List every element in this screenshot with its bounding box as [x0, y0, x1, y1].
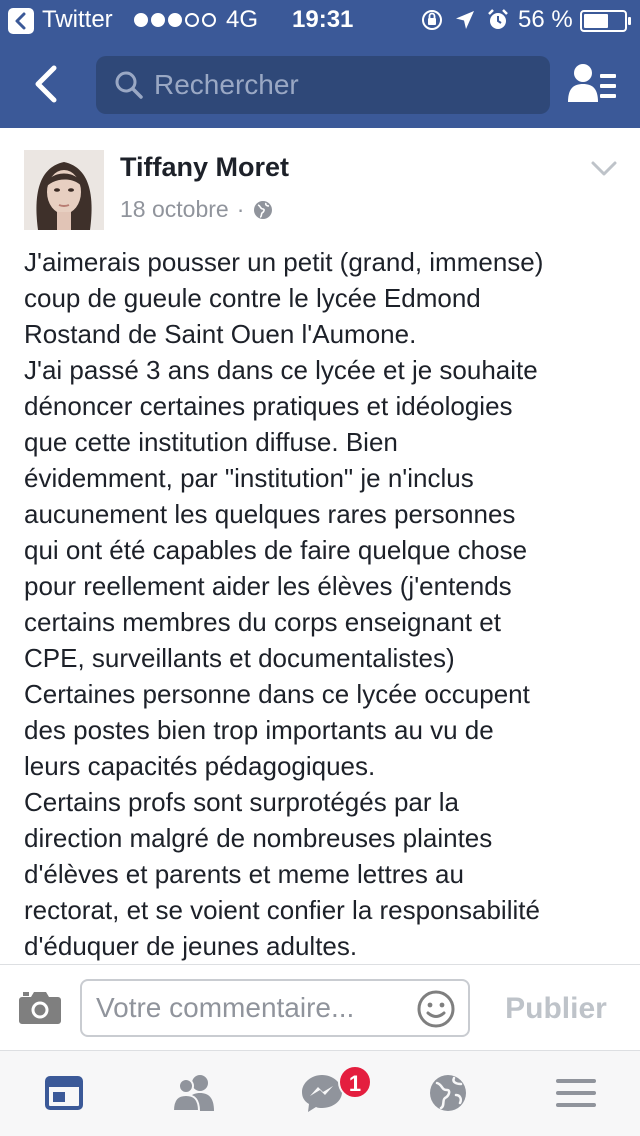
comment-field[interactable] — [80, 979, 470, 1037]
news-feed-icon — [44, 1073, 84, 1113]
back-arrow-icon[interactable] — [28, 62, 68, 106]
avatar[interactable] — [24, 150, 104, 230]
post-line: d'élèves et parents et meme lettres au — [24, 859, 464, 889]
top-bar — [0, 0, 640, 128]
status-bar — [0, 0, 640, 40]
post-meta — [120, 196, 274, 223]
post-line: Certains profs sont surprotégés par la — [24, 787, 459, 817]
post-line: J'ai passé 3 ans dans ce lycée et je souhaite — [24, 355, 538, 385]
comment-bar — [0, 964, 640, 1050]
alarm-icon — [486, 8, 510, 32]
post-line: direction malgré de nombreuses plaintes — [24, 823, 493, 853]
friend-list-icon[interactable] — [566, 62, 618, 106]
battery-percentage: 56 % — [518, 6, 573, 33]
post-line: certains membres du corps enseignant et — [24, 607, 501, 637]
location-arrow-icon — [454, 9, 476, 31]
meta-separator: · — [236, 196, 245, 222]
post-line: CPE, surveillants et documentalistes) — [24, 643, 455, 673]
chevron-down-icon[interactable] — [590, 160, 618, 178]
post-line: d'éduquer de jeunes adultes. — [24, 931, 358, 961]
search-icon — [114, 70, 144, 100]
post — [0, 128, 640, 964]
post-line: dénoncer certaines pratiques et idéologies — [24, 391, 513, 421]
post-line: coup de gueule contre le lycée Edmond — [24, 283, 481, 313]
post-line: des postes bien trop importants au vu de — [24, 715, 494, 745]
post-line: que cette institution diffuse. Bien — [24, 427, 398, 457]
public-globe-icon — [252, 199, 274, 221]
rotation-lock-icon — [420, 8, 444, 32]
comment-input[interactable] — [96, 981, 406, 1035]
tab-more[interactable] — [512, 1051, 640, 1136]
post-line: Rostand de Saint Ouen l'Aumone. — [24, 319, 417, 349]
post-line: J'aimerais pousser un petit (grand, immense) — [24, 247, 544, 277]
post-date[interactable]: 18 octobre — [120, 196, 229, 222]
battery-icon — [580, 10, 632, 32]
post-line: aucunement les quelques rares personnes — [24, 499, 516, 529]
emoji-icon[interactable] — [416, 989, 456, 1029]
search-input[interactable] — [154, 56, 534, 114]
post-line: rectorat, et se voient confier la responsabilité — [24, 895, 540, 925]
back-to-app-icon[interactable] — [8, 8, 34, 34]
tab-friend-requests[interactable] — [128, 1051, 256, 1136]
publish-button[interactable]: Publier — [486, 987, 626, 1031]
post-line: leurs capacités pédagogiques. — [24, 751, 376, 781]
camera-icon[interactable] — [18, 989, 62, 1025]
post-author[interactable]: Tiffany Moret — [120, 152, 290, 182]
post-line: Certaines personne dans ce lycée occupent — [24, 679, 530, 709]
status-icons — [420, 8, 510, 32]
friends-icon — [172, 1073, 216, 1113]
tab-news-feed[interactable] — [0, 1051, 128, 1136]
signal-strength-icon — [134, 13, 216, 27]
messenger-badge: 1 — [338, 1065, 372, 1099]
post-line: qui ont été capables de faire quelque chose — [24, 535, 528, 565]
bottom-tab-bar — [0, 1050, 640, 1136]
search-bar[interactable] — [96, 56, 550, 114]
status-time: 19:31 — [292, 6, 354, 33]
back-to-app-label[interactable]: Twitter — [42, 6, 113, 33]
post-line: évidemment, par "institution" je n'inclus — [24, 463, 474, 493]
menu-icon — [556, 1073, 596, 1113]
post-body — [24, 244, 624, 964]
globe-icon — [428, 1073, 468, 1113]
tab-notifications[interactable] — [384, 1051, 512, 1136]
network-type: 4G — [226, 6, 259, 33]
post-line: pour reellement aider les élèves (j'entends — [24, 571, 512, 601]
